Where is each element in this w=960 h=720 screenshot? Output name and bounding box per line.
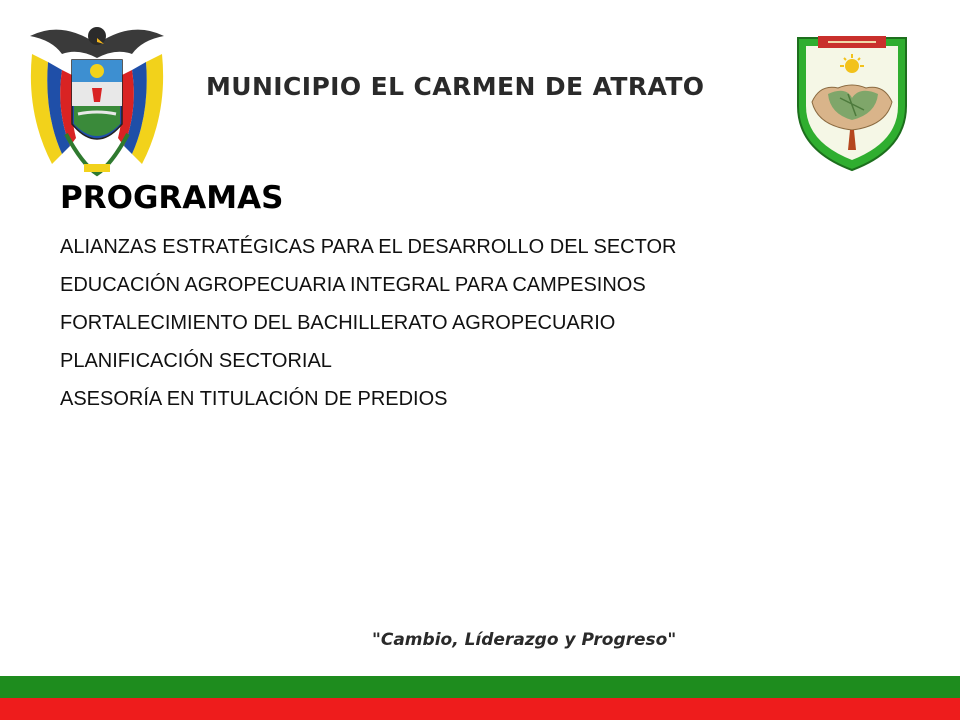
red-band bbox=[0, 698, 960, 720]
green-band bbox=[0, 676, 960, 698]
programs-list bbox=[60, 232, 676, 422]
municipal-coat-of-arms-logo bbox=[790, 32, 914, 174]
municipality-title: MUNICIPIO EL CARMEN DE ATRATO bbox=[206, 72, 705, 101]
list-item: ASESORÍA EN TITULACIÓN DE PREDIOS bbox=[60, 388, 448, 410]
list-item: PLANIFICACIÓN SECTORIAL bbox=[60, 350, 332, 372]
list-item: ALIANZAS ESTRATÉGICAS PARA EL DESARROLLO DEL SECTOR bbox=[60, 236, 677, 258]
section-title: PROGRAMAS bbox=[60, 180, 284, 216]
list-item: EDUCACIÓN AGROPECUARIA INTEGRAL PARA CAMPESINOS bbox=[60, 274, 646, 296]
national-coat-of-arms-logo bbox=[22, 14, 172, 184]
list-item: FORTALECIMIENTO DEL BACHILLERATO AGROPECUARIO bbox=[60, 312, 616, 334]
motto-text: "Cambio, Líderazgo y Progreso" bbox=[372, 630, 677, 650]
